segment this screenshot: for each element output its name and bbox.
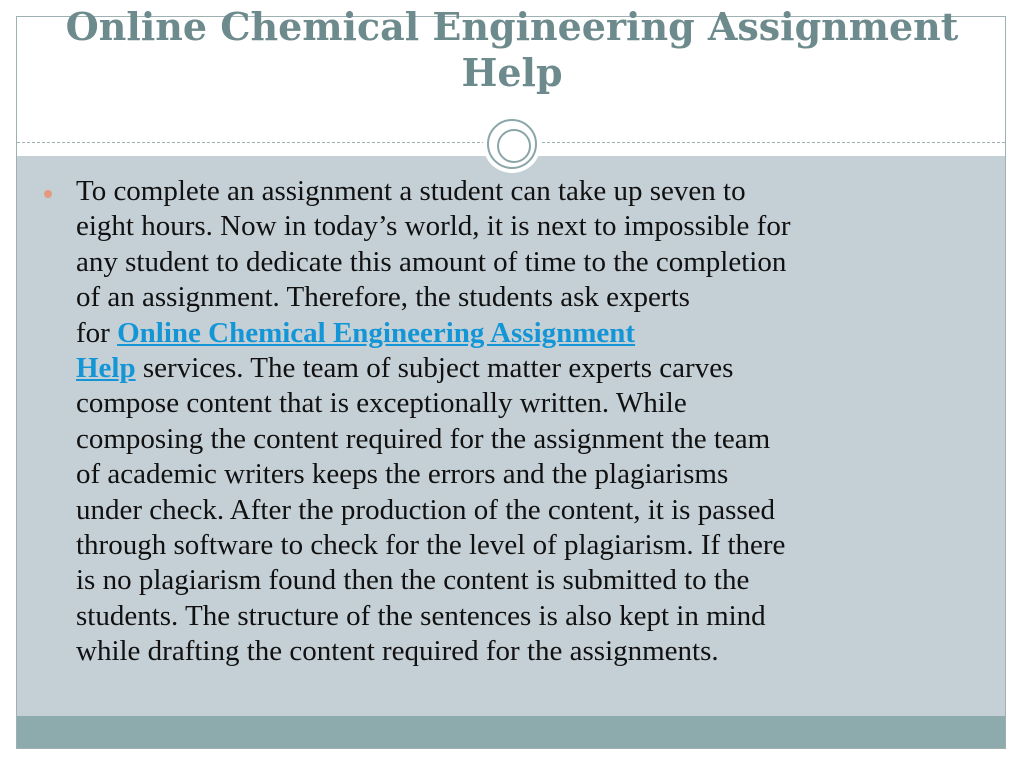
paragraph-line: of academic writers keeps the errors and the plagiarisms [76,458,729,491]
service-link-line1[interactable]: Online Chemical Engineering Assignment [117,316,636,349]
paragraph-line: any student to dedicate this amount of time to the completion [76,245,787,278]
paragraph-line: of an assignment. Therefore, the students ask experts [76,281,690,314]
paragraph-line: through software to check for the level of plagiarism. If there [76,529,786,562]
paragraph-line: compose content that is exceptionally written. While [76,387,687,420]
after-link-text: services. The team of subject matter experts carves [135,352,734,385]
paragraph-line: eight hours. Now in today’s world, it is next to impossible for [76,210,791,243]
bullet-icon [44,190,52,198]
paragraph-line: To complete an assignment a student can take up seven to [76,175,746,207]
for-prefix: for [76,316,118,349]
paragraph-line: is no plagiarism found then the content is submitted to the [76,564,750,597]
paragraph-line: students. The structure of the sentences is also kept in mind [76,599,766,632]
paragraph-line: under check. After the production of the content, it is passed [76,493,776,526]
paragraph-line: composing the content required for the assignment the team [76,422,771,455]
body-paragraph [76,174,976,670]
paragraph-line: while drafting the content required for the assignments. [76,635,719,668]
slide-title: Online Chemical Engineering Assignment Help [65,4,959,95]
service-link-line2[interactable]: Help [76,352,136,385]
circle-inner [497,129,531,163]
circle-ornament-icon [483,115,541,173]
circle-ring [487,119,537,169]
footer-band [17,716,1005,748]
